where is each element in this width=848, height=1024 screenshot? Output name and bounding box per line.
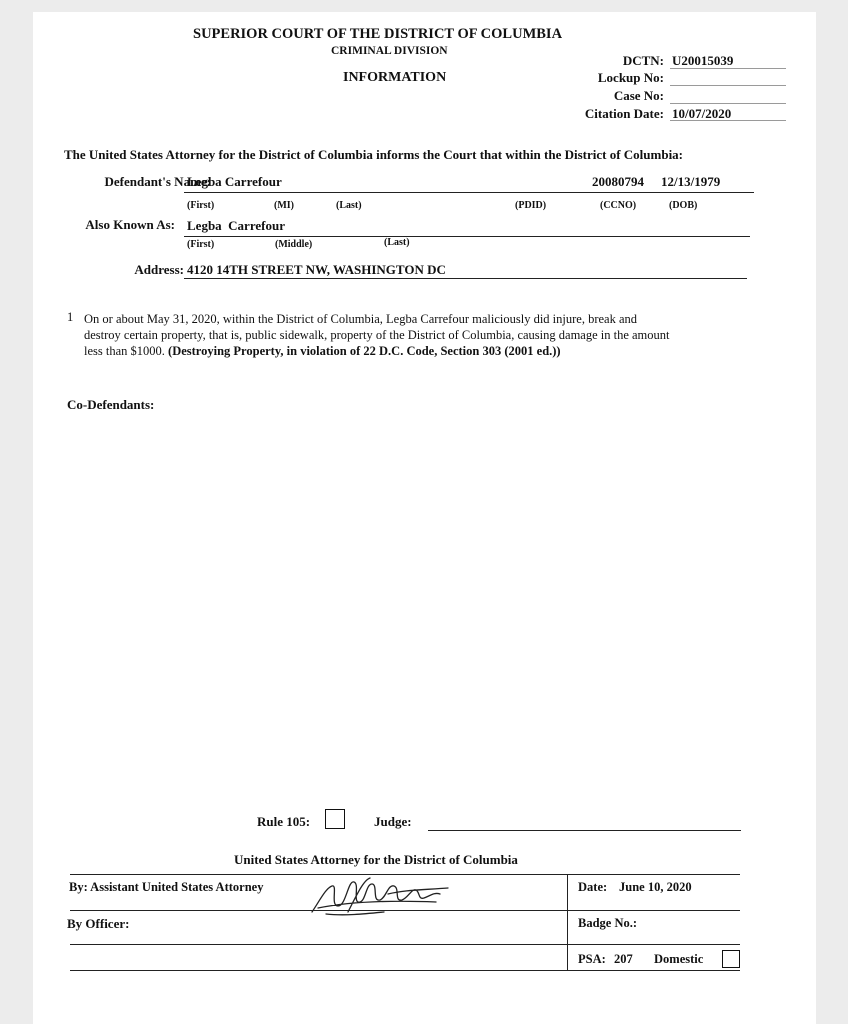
caption-dob: (DOB) bbox=[669, 200, 698, 211]
by-ausa-label: By: Assistant United States Attorney bbox=[69, 880, 264, 894]
psa-value: 207 bbox=[614, 952, 633, 966]
date-label: Date: bbox=[578, 880, 608, 894]
case-line bbox=[670, 103, 786, 104]
date-value: June 10, 2020 bbox=[619, 880, 692, 894]
aka-line bbox=[184, 236, 750, 237]
aka-name: Legba Carrefour bbox=[187, 218, 285, 233]
usao-mid-line bbox=[70, 910, 740, 911]
charge-text: (Destroying Property, in violation of 22 D.C. Code, Section 303 (2001 ed.)) bbox=[168, 344, 561, 358]
domestic-label: Domestic bbox=[654, 952, 704, 966]
defendant-dob: 12/13/1979 bbox=[661, 174, 721, 189]
dctn-value: U20015039 bbox=[672, 53, 734, 68]
by-officer-label: By Officer: bbox=[67, 916, 130, 931]
dctn-label: DCTN: bbox=[622, 53, 664, 68]
count-line-2: destroy certain property, that is, public sidewalk, property of the District of Columbia, causing damage in the amount bbox=[84, 328, 670, 342]
citation-line bbox=[670, 120, 786, 121]
defendant-label: Defendant's Name: bbox=[104, 174, 211, 189]
count-line-3 bbox=[84, 344, 561, 359]
aka-caption-middle: (Middle) bbox=[275, 239, 313, 250]
aka-caption-last: (Last) bbox=[384, 237, 410, 248]
address-line bbox=[184, 278, 747, 279]
citation-label: Citation Date: bbox=[584, 106, 664, 121]
rule-105-label: Rule 105: bbox=[257, 814, 311, 829]
defendant-pdid: 20080794 bbox=[592, 174, 644, 189]
domestic-checkbox[interactable] bbox=[722, 950, 740, 968]
aka-label: Also Known As: bbox=[85, 217, 175, 232]
aka-caption-first: (First) bbox=[187, 239, 215, 250]
codefendants-label: Co-Defendants: bbox=[67, 397, 155, 412]
court-title: SUPERIOR COURT OF THE DISTRICT OF COLUMBIA bbox=[193, 26, 563, 42]
lockup-label: Lockup No: bbox=[597, 70, 664, 85]
defendant-name: Legba Carrefour bbox=[187, 174, 282, 189]
usao-title: United States Attorney for the District of Columbia bbox=[234, 852, 518, 867]
caption-last: (Last) bbox=[336, 200, 362, 211]
caption-mi: (MI) bbox=[274, 200, 294, 211]
usao-lower-line bbox=[70, 944, 740, 945]
judge-label: Judge: bbox=[374, 814, 412, 829]
footer-divider bbox=[567, 874, 568, 970]
document-type: INFORMATION bbox=[343, 70, 447, 85]
address-value: 4120 14TH STREET NW, WASHINGTON DC bbox=[187, 262, 446, 277]
address-label: Address: bbox=[134, 262, 184, 277]
defendant-line bbox=[184, 192, 754, 193]
lockup-line bbox=[670, 85, 786, 86]
caption-pdid: (PDID) bbox=[515, 200, 547, 211]
psa-label: PSA: bbox=[578, 952, 606, 966]
count-line-3-text: less than $1000. bbox=[84, 344, 165, 358]
judge-line bbox=[428, 830, 741, 831]
count-line-1: On or about May 31, 2020, within the District of Columbia, Legba Carrefour maliciously did injure, break and bbox=[84, 312, 638, 326]
citation-value: 10/07/2020 bbox=[672, 106, 732, 121]
caption-first: (First) bbox=[187, 200, 215, 211]
caption-ccno: (CCNO) bbox=[600, 200, 637, 211]
signature bbox=[308, 872, 458, 922]
rule-105-checkbox[interactable] bbox=[325, 809, 345, 829]
count-number: 1 bbox=[67, 310, 74, 324]
usao-bottom-line bbox=[70, 970, 740, 971]
dctn-line bbox=[670, 68, 786, 69]
division-title: CRIMINAL DIVISION bbox=[331, 45, 448, 57]
intro-text: The United States Attorney for the District of Columbia informs the Court that within the District of Columbia: bbox=[64, 147, 684, 162]
case-label: Case No: bbox=[613, 88, 664, 103]
badge-label: Badge No.: bbox=[578, 916, 638, 930]
document-page bbox=[33, 12, 816, 1024]
